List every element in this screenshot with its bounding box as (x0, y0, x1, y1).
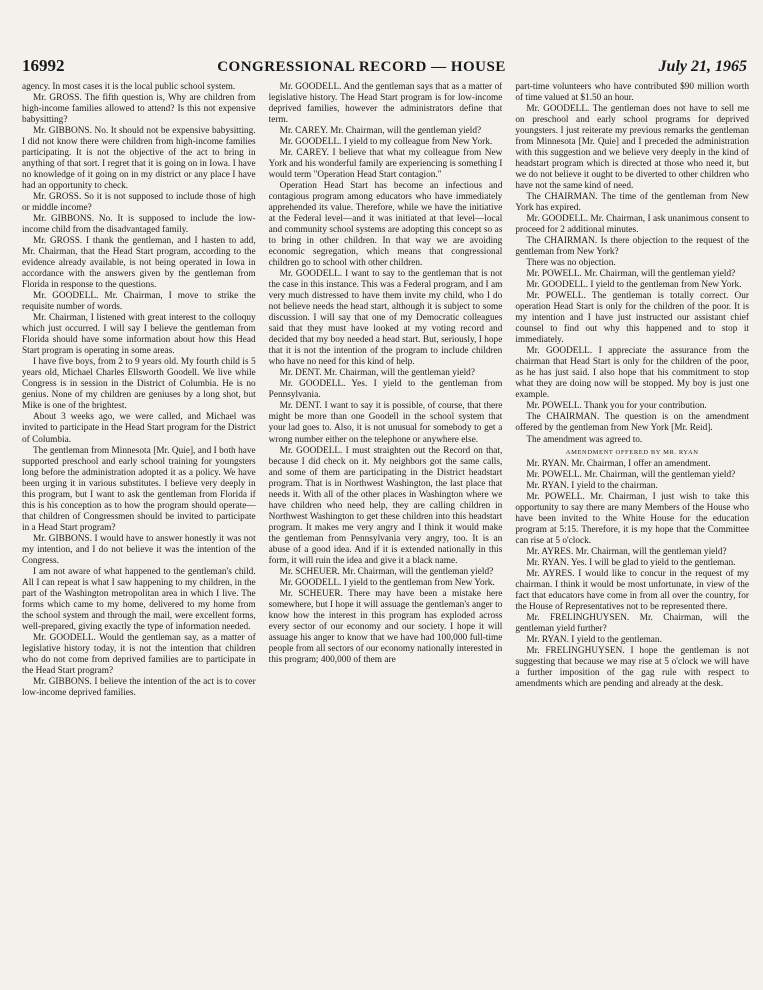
paragraph: Mr. GOODELL. I appreciate the assurance from the chairman that Head Start is only for the children of the poor, as he has just said. I also hope that his commitment to stop what they are doing now will be stopped. My boy is just one example. (515, 346, 750, 401)
paragraph: Mr. GROSS. I thank the gentleman, and I hasten to add, Mr. Chairman, that the Head Start program, according to the evidence already available, is not being operated in Iowa in accordance with the answers given by the gentleman from Florida in response to the questions. (22, 236, 256, 291)
paragraph: Operation Head Start has become an infectious and contagious program among educators who have immediately apprehended its value. Therefore, while we have the initiative at the Federal level—and it was initiated at that level—local and community school systems are adopting this concept so as to bring in other children. In that way we are avoiding economic segregation, which means that congressional children go to school with other children. (268, 181, 503, 269)
page-date: July 21, 1965 (658, 58, 747, 75)
text-columns (22, 82, 749, 982)
paragraph: Mr. GOODELL. Yes. I yield to the gentleman from Pennsylvania. (268, 379, 503, 401)
paragraph: There was no objection. (526, 258, 616, 269)
paragraph: Mr. GOODELL. Mr. Chairman, I ask unanimous consent to proceed for 2 additional minutes. (515, 214, 750, 236)
paragraph: Mr. POWELL. The gentleman is totally correct. Our operation Head Start is only for the children of the poor. It is my intention and I have just instructed our assistant chief counsel to find out why this happened and to stop it immediately. (515, 291, 750, 346)
paragraph: Mr. POWELL. Mr. Chairman, will the gentleman yield? (526, 469, 736, 480)
paragraph: Mr. GOODELL. I yield to the gentleman from New York. (526, 280, 742, 291)
paragraph: Mr. SCHEUER. There may have been a mistake here somewhere, but I hope it will assuage the gentleman's anger to know how the interest in this program has exploded across every sector of our economy and our society. I hope it will assuage his anger to know that we have had 100,000 full-time people from all sectors of our economy nationally interested in this program; 400,000 of them are (268, 588, 503, 665)
paragraph: Mr. GROSS. The fifth question is, Why are children from high-income families allowed to attend? Is this not expensive babysitting? (22, 93, 256, 126)
paragraph: The CHAIRMAN. Is there objection to the request of the gentleman from New York? (515, 236, 750, 258)
section-subheading: AMENDMENT OFFERED BY MR. RYAN (565, 448, 699, 456)
paragraph: Mr. POWELL. Mr. Chairman, I just wish to take this opportunity to say there are many Members of the House who have been invited to the White House for the education program at 5:15. Therefore, it is my hope that the Committee can rise at 5 o'clock. (515, 491, 750, 546)
paragraph: Mr. FRELINGHUYSEN. Mr. Chairman, will the gentleman yield further? (515, 612, 750, 634)
paragraph: Mr. AYRES. I would like to concur in the request of my chairman. I think it would be most unfortunate, in view of the fact that educators have come in from all over the country, for the House of Representatives not to be represented there. (515, 568, 750, 612)
paragraph: Mr. GIBBONS. I believe the intention of the act is to cover low-income deprived families. (22, 676, 256, 698)
paragraph: agency. In most cases it is the local public school system. (22, 82, 236, 92)
paragraph: Mr. Chairman, I listened with great interest to the colloquy which just occurred. I will say I believe the gentleman from Florida should have some information about how this Head Start program is operating in some areas. (22, 313, 256, 357)
paragraph: I am not aware of what happened to the gentleman's child. All I can repeat is what I saw happening to my children, in the part of the Washington metropolitan area in which I live. The forms which came to my home, delivered to my home from the school system and through the mail, were excellent forms, well-prepared, giving exactly the type of information needed. (22, 566, 256, 632)
paragraph: The gentleman from Minnesota [Mr. Quie], and I both have supported preschool and early school training for youngsters long before the administration adopted it as a policy. We have been urging it in various substitutes. I believe very deeply in this program, but I want to ask the gentleman from Florida if this is his conception as to how the program should operate—that children of Congressmen should be invited to participate in a Head Start program? (22, 445, 256, 533)
paragraph: Mr. GOODELL. Mr. Chairman, I move to strike the requisite number of words. (22, 291, 256, 313)
paragraph: Mr. GIBBONS. I would have to answer honestly it was not my intention, and I do not believe it was the intention of the Congress. (22, 533, 256, 566)
paragraph: Mr. GOODELL. I must straighten out the Record on that, because I did check on it. My neighbors got the same calls, and some of them are participating in the District headstart program. That is in Northwest Washington, the last place that needs it. With all of the other places in Washington where we have children who need help, they are calling children in Northwest Washington to get these children into this headstart program. It makes me very angry and I think it would make the gentleman from Pennsylvania very angry, too. It is an abuse of a good idea. And if it is extended nationally in this form, it will ruin the idea and give it a black name. (268, 445, 503, 566)
paragraph: The CHAIRMAN. The time of the gentleman from New York has expired. (515, 192, 750, 214)
paragraph: Mr. RYAN. Yes. I will be glad to yield to the gentleman. (526, 557, 736, 568)
paragraph: Mr. AYRES. Mr. Chairman, will the gentleman yield? (526, 546, 727, 557)
paragraph: Mr. GOODELL. The gentleman does not have to sell me on preschool and early school programs for deprived youngsters. I just reiterate my previous remarks the gentleman from Minnesota [Mr. Quie] and I preceded the administration with this suggestion and we believe very deeply in the kind of headstart program which is directed at those who need it, but we do not believe it ought to be diverted to other children who have not the same kind of need. (515, 104, 750, 192)
paragraph: About 3 weeks ago, we were called, and Michael was invited to participate in the Head Start program for the District of Columbia. (22, 412, 256, 445)
paragraph: Mr. GOODELL. I yield to the gentleman from New York. (279, 577, 495, 588)
paragraph: Mr. GIBBONS. No. It should not be expensive babysitting. I did not know there were children from high-income families participating. It is not the objective of the act to bring in anything of that sort. I regret that it is going on in Iowa. I have no knowledge of it going on in my district or any place I have had an opportunity to check. (22, 126, 256, 192)
paragraph: Mr. GOODELL. Would the gentleman say, as a matter of legislative history today, it is not the intention that children who do not come from deprived families are to participate in the Head Start program? (22, 632, 256, 676)
paragraph: Mr. RYAN. I yield to the chairman. (526, 480, 658, 491)
paragraph: Mr. RYAN. I yield to the gentleman. (526, 634, 662, 645)
paragraph: Mr. DENT. Mr. Chairman, will the gentleman yield? (279, 368, 475, 379)
paragraph: Mr. SCHEUER. Mr. Chairman, will the gentleman yield? (279, 566, 494, 577)
paragraph: Mr. DENT. I want to say it is possible, of course, that there might be more than one Goodell in the school system that your lad goes to. Also, it is not unusual for somebody to get a wrong number either on the telephone or anywhere else. (268, 401, 503, 445)
paragraph: Mr. POWELL. Mr. Chairman, will the gentleman yield? (526, 269, 736, 280)
running-title: CONGRESSIONAL RECORD — HOUSE (217, 59, 506, 75)
paragraph: Mr. GOODELL. I want to say to the gentleman that is not the case in this instance. This was a Federal program, and I am very much distressed to have them invite my child, who I do not believe needs the head start, although it is subject to some discussion. I will say that one of my Democratic colleagues said that they must have looked at my voting record and decided that my boy needed a head start. But, seriously, I hope that it is not the intention of the program to include children who have no need for this kind of help. (268, 269, 503, 368)
paragraph: Mr. GOODELL. And the gentleman says that as a matter of legislative history. The Head Start program is for low-income deprived families, however the administrators define that term. (268, 82, 503, 126)
paragraph: I have five boys, from 2 to 9 years old. My fourth child is 5 years old, Michael Charles Ellsworth Goodell. We live while Congress is in session in the District of Columbia. He is no genius. None of my children are geniuses by a long shot, but Mike is one of the brightest. (22, 357, 256, 412)
paragraph: Mr. CAREY. Mr. Chairman, will the gentleman yield? (279, 126, 482, 137)
paragraph: Mr. GIBBONS. No. It is supposed to include the low-income child from the disadvantaged family. (22, 214, 256, 236)
paragraph: Mr. GOODELL. I yield to my colleague from New York. (279, 137, 493, 148)
page-header (22, 56, 747, 78)
paragraph: Mr. POWELL. Thank you for your contribution. (526, 401, 707, 412)
paragraph: part-time volunteers who have contributed $90 million worth of time valued at $1.50 an hour. (515, 82, 750, 104)
column-1 (22, 82, 256, 982)
paragraph: The amendment was agreed to. (526, 434, 643, 445)
paragraph: Mr. RYAN. Mr. Chairman, I offer an amendment. (526, 458, 711, 469)
paragraph: The CHAIRMAN. The question is on the amendment offered by the gentleman from New York [Mr. Reid]. (515, 412, 750, 434)
page-number: 16992 (22, 56, 65, 75)
column-2 (269, 82, 503, 982)
column-3 (515, 82, 749, 982)
paragraph: Mr. CAREY. I believe that what my colleague from New York and his wonderful family are experiencing is something I would term "Operation Head Start contagion." (268, 148, 503, 181)
paragraph: Mr. FRELINGHUYSEN. I hope the gentleman is not suggesting that because we may rise at 5 o'clock we will have a further imposition of the gag rule with respect to amendments which are pending and already at the desk. (515, 645, 750, 689)
paragraph: Mr. GROSS. So it is not supposed to include those of high or middle income? (22, 192, 256, 214)
